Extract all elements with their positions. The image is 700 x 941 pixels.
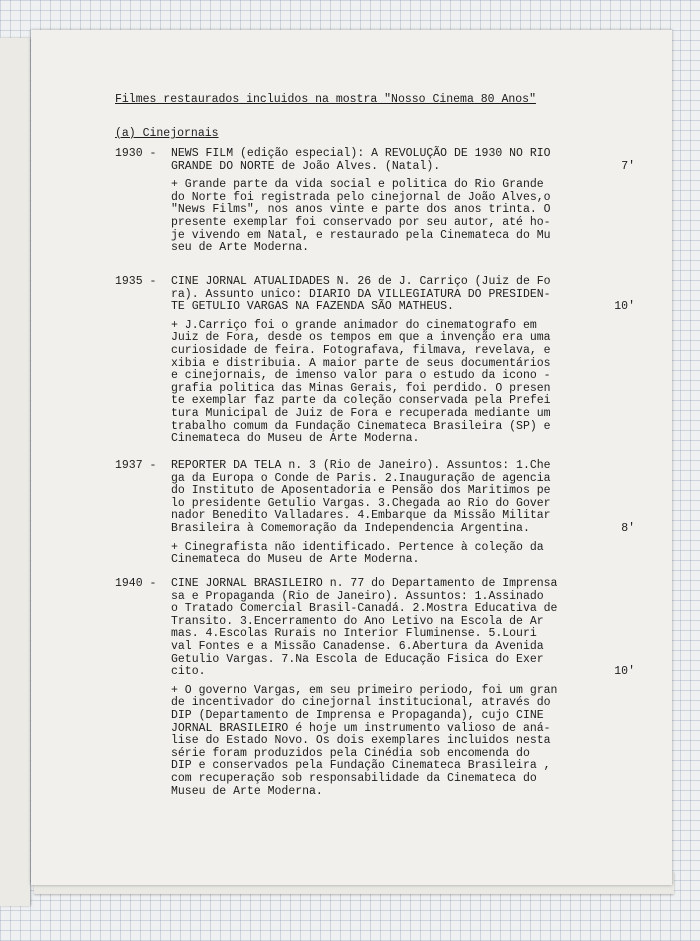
entry-heading: CINE JORNAL BRASILEIRO n. 77 do Departamento de Imprensa sa e Propaganda (Rio de Janeiro). Assuntos: 1.Assinado o Tratado Comercial Brasil-Canadá. 2.Mostra Educativa de Transito. 3.Encerramento do Ano Letivo na Escola de Ar mas. 4.Escolas Rurais no Interior Fluminense. 5.Louri val Fontes e a Missão Canadense. 6.Abertura da Avenida Getulio Vargas. 7.Na Escola de Educação Fisica do Exer cito. xyxy=(171,577,558,679)
entry-duration: 10' xyxy=(614,300,635,314)
entry-heading: REPORTER DA TELA n. 3 (Rio de Janeiro). Assuntos: 1.Che ga da Europa o Conde de Paris. 2.Inauguração de agencia do Instituto de Aposentadoria e Pensão dos Maritimos pe lo presidente Getulio Vargas. 3.Chegada ao Rio do Gover nador Benedito Valladares. 4.Embarque da Missão Militar Brasileira à Comemoração da Independencia Argentina. xyxy=(171,459,551,535)
entry-year: 1937 - xyxy=(115,459,157,472)
page-title: Filmes restaurados incluidos na mostra "Nosso Cinema 80 Anos" xyxy=(115,93,536,106)
entry-duration: 7' xyxy=(621,159,635,173)
entry-note: + Cinegrafista não identificado. Pertence à coleção da Cinemateca do Museu de Arte Moderna. xyxy=(171,540,544,567)
entry-duration: 10' xyxy=(614,665,635,679)
entry-note: + J.Carriço foi o grande animador do cinematografo em Juiz de Fora, desde os tempos em que a invenção era uma curiosidade de feira. Fotografava, filmava, revelava, e xibia e distribuia. A maior parte de seus documentários e cinejornais, de imenso valor para o estudo da icono - grafia politica das Minas Gerais, foi perdido. O presen te exemplar faz parte da coleção conservada pela Prefei tura Municipal de Juiz de Fora e recuperada mediante um trabalho comum da Fundação Cinemateca Brasileira (SP) e Cinemateca do Museu de Arte Moderna. xyxy=(171,318,551,446)
typewritten-page xyxy=(31,30,672,885)
entry-year: 1940 - xyxy=(115,577,157,590)
entry-duration: 8' xyxy=(621,521,635,535)
entry-note: + O governo Vargas, em seu primeiro periodo, foi um gran de incentivador do cinejornal institucional, através do DIP (Departamento de Imprensa e Propaganda), cujo CINE JORNAL BRASILEIRO é hoje um instrumento valioso de aná- lise do Estado Novo. Os dois exemplares incluidos nesta série foram produzidos pela Cinédia sob encomenda do DIP e conservados pela Fundação Cinemateca Brasileira , com recuperação sob responsabilidade da Cinemateca do Museu de Arte Moderna. xyxy=(171,683,558,798)
entry-1937 xyxy=(115,460,635,567)
entry-heading: NEWS FILM (edição especial): A REVOLUÇÃO DE 1930 NO RIO GRANDE DO NORTE de João Alves. (Natal). xyxy=(171,147,551,173)
entry-1935 xyxy=(115,276,635,446)
entry-1930 xyxy=(115,148,635,255)
entry-note: + Grande parte da vida social e politica do Rio Grande do Norte foi registrada pelo cinejornal de João Alves,o "News Films", nos anos vinte e parte dos anos trinta. O presente exemplar foi conservado por seu autor, até ho- je vivendo em Natal, e restaurado pela Cinemateca do Mu seu de Arte Moderna. xyxy=(171,178,551,255)
entry-1940 xyxy=(115,578,635,798)
entry-heading: CINE JORNAL ATUALIDADES N. 26 de J. Carriço (Juiz de Fo ra). Assunto unico: DIARIO DA VILLEGIATURA DO PRESIDEN- TE GETULIO VARGAS NA FAZENDA SÃO MATHEUS. xyxy=(171,275,551,314)
underlying-sheet-left xyxy=(0,38,30,906)
entry-year: 1930 - xyxy=(115,147,157,160)
entry-year: 1935 - xyxy=(115,275,157,288)
section-heading: (a) Cinejornais xyxy=(115,127,219,140)
